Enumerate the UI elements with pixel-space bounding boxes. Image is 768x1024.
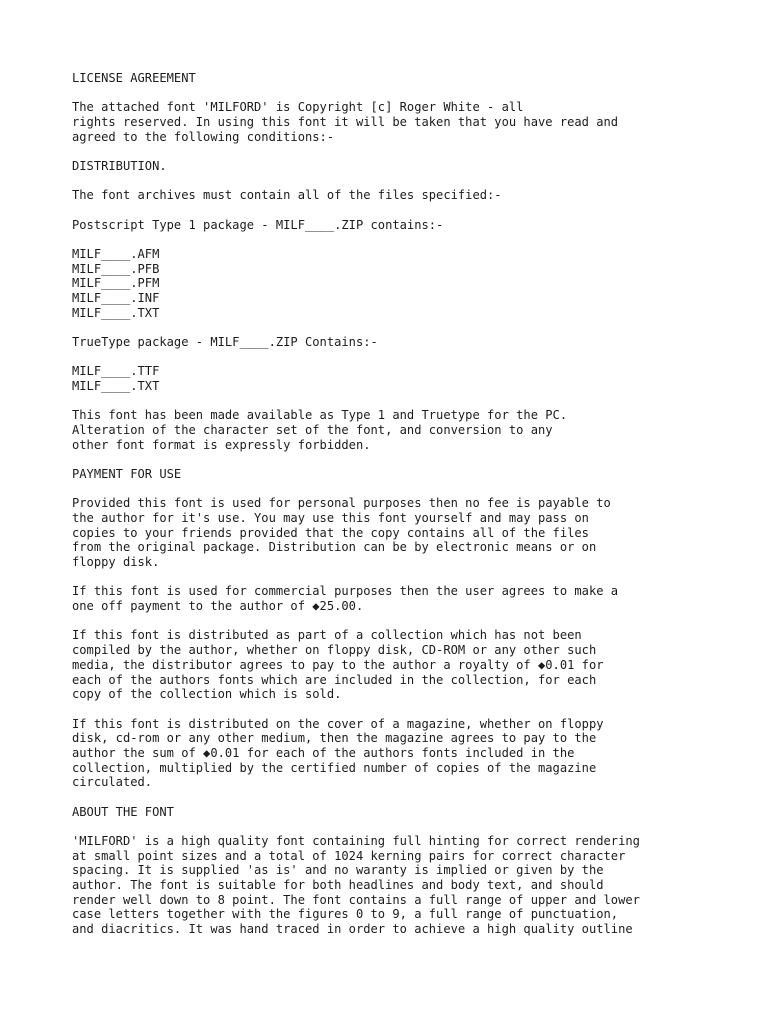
truetype-package-heading: TrueType package - MILF____.ZIP Contains:- (72, 335, 378, 349)
postscript-file-list (72, 247, 752, 321)
magazine-paragraph (72, 717, 752, 791)
license-title-block (72, 71, 752, 86)
file-list-item: MILF____.PFM (72, 276, 160, 291)
paragraph-line: from the original package. Distribution can be by electronic means or on (72, 540, 597, 555)
file-list-item: MILF____.TXT (72, 379, 160, 393)
file-list-item: MILF____.AFM (72, 246, 160, 261)
paragraph-line: case letters together with the figures 0 to 9, a full range of punctuation, (72, 907, 619, 922)
paragraph-line: floppy disk. (72, 555, 160, 570)
intro-line: agreed to the following conditions:- (72, 129, 335, 144)
truetype-file-list (72, 364, 752, 393)
postscript-heading-block (72, 218, 752, 233)
paragraph-line: disk, cd-rom or any other medium, then the magazine agrees to pay to the (72, 731, 597, 746)
paragraph-line: author. The font is suitable for both headlines and body text, and should (72, 878, 604, 893)
paragraph-line: render well down to 8 point. The font contains a full range of upper and lower (72, 892, 640, 907)
file-list-item: MILF____.TTF (72, 364, 160, 379)
commercial-use-paragraph (72, 584, 752, 613)
format-note-line: other font format is expressly forbidden. (72, 437, 371, 452)
paragraph-line: copies to your friends provided that the copy contains all of the files (72, 525, 589, 540)
paragraph-line: If this font is distributed as part of a collection which has not been (72, 628, 582, 643)
postscript-package-heading: Postscript Type 1 package - MILF____.ZIP contains:- (72, 217, 444, 232)
distribution-heading: DISTRIBUTION. (72, 159, 167, 173)
format-note-line: This font has been made available as Type 1 and Truetype for the PC. (72, 408, 568, 423)
paragraph-line: author the sum of ◆0.01 for each of the authors fonts included in the (72, 745, 575, 760)
paragraph-line: copy of the collection which is sold. (72, 687, 342, 702)
paragraph-line: and diacritics. It was hand traced in order to achieve a high quality outline (72, 922, 633, 937)
about-heading-block (72, 805, 752, 820)
paragraph-line: If this font is used for commercial purposes then the user agrees to make a (72, 584, 619, 599)
file-list-item: MILF____.TXT (72, 305, 160, 320)
payment-heading-block (72, 467, 752, 482)
paragraph-line: 'MILFORD' is a high quality font containing full hinting for correct rendering (72, 833, 640, 848)
paragraph-line: the author for it's use. You may use this font yourself and may pass on (72, 511, 589, 525)
collection-paragraph (72, 628, 752, 702)
truetype-heading-block (72, 335, 752, 350)
paragraph-line: compiled by the author, whether on floppy disk, CD-ROM or any other such (72, 643, 597, 658)
intro-line: rights reserved. In using this font it will be taken that you have read and (72, 115, 619, 129)
paragraph-line: circulated. (72, 775, 153, 790)
paragraph-line: one off payment to the author of ◆25.00. (72, 599, 364, 614)
intro-paragraph (72, 100, 752, 144)
paragraph-line: at small point sizes and a total of 1024 kerning pairs for correct character (72, 848, 626, 863)
file-list-item: MILF____.PFB (72, 261, 160, 276)
paragraph-line: each of the authors fonts which are included in the collection, for each (72, 672, 597, 687)
archives-paragraph (72, 188, 752, 203)
paragraph-line: media, the distributor agrees to pay to the author a royalty of ◆0.01 for (72, 657, 604, 672)
format-note-line: Alteration of the character set of the font, and conversion to any (72, 423, 553, 437)
intro-line: The attached font 'MILFORD' is Copyright [c] Roger White - all (72, 100, 524, 115)
payment-heading: PAYMENT FOR USE (72, 467, 182, 481)
about-paragraph (72, 834, 752, 937)
archives-line: The font archives must contain all of the files specified:- (72, 188, 502, 203)
paragraph-line: Provided this font is used for personal purposes then no fee is payable to (72, 496, 611, 511)
paragraph-line: If this font is distributed on the cover of a magazine, whether on floppy (72, 716, 604, 731)
distribution-heading-block (72, 159, 752, 174)
license-document (72, 71, 752, 951)
format-note-paragraph (72, 408, 752, 452)
paragraph-line: collection, multiplied by the certified number of copies of the magazine (72, 760, 597, 775)
file-list-item: MILF____.INF (72, 291, 160, 305)
personal-use-paragraph (72, 496, 752, 570)
paragraph-line: spacing. It is supplied 'as is' and no waranty is implied or given by the (72, 863, 604, 878)
license-title: LICENSE AGREEMENT (72, 71, 196, 85)
about-heading: ABOUT THE FONT (72, 804, 174, 819)
